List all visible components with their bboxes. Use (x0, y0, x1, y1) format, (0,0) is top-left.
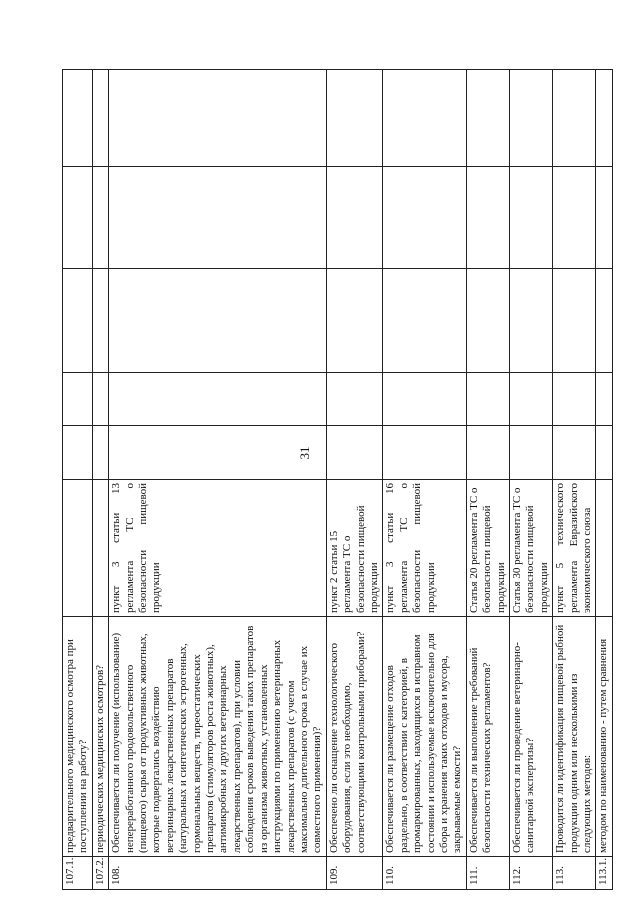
table-row (326, 70, 383, 890)
row-number: 108. (109, 857, 327, 890)
table-row (553, 70, 596, 890)
note-cell (383, 70, 466, 167)
row-number: 111. (466, 857, 509, 890)
row-number: 110. (383, 857, 466, 890)
answer-yes-cell (553, 426, 596, 480)
requirements-table (62, 69, 613, 890)
table-row (383, 70, 466, 890)
note-cell (109, 70, 327, 167)
answer-yes-cell (466, 426, 509, 480)
answer-yes-cell (63, 426, 93, 480)
question-text: периодических медицинских осмотров? (92, 617, 108, 857)
note-cell (326, 70, 383, 167)
legal-reference: пункт 3 статьи 13 регламента ТС о безопасности пищевой продукции (109, 480, 327, 617)
not-applicable-cell (383, 269, 466, 373)
comment-cell (596, 167, 612, 269)
table-row (596, 70, 612, 890)
answer-yes-cell (326, 426, 383, 480)
question-text: Обеспечивается ли получение (использование) непереработанного продовольственного (пищевого) сырья от продуктивных животных, которые подвергались воздействию ветеринарных лекарственных препаратов (натуральных и синтетических эстрогенных, гормональных веществ, тиреостатических препаратов (стимуляторов роста животных), антимикробных и других ветеринарных лекарственных препаратов), при условии соблюдения сроков выведения таких препаратов из организма животных, установленных инструкциями по применению ветеринарных лекарственных препаратов (с учетом максимально длительного срока в случае их совместного применения)? (109, 617, 327, 857)
comment-cell (63, 167, 93, 269)
legal-reference: Статья 30 регламента ТС о безопасности пищевой продукции (510, 480, 553, 617)
note-cell (63, 70, 93, 167)
row-number: 107.1. (63, 857, 93, 890)
not-applicable-cell (596, 269, 612, 373)
answer-yes-cell (596, 426, 612, 480)
answer-no-cell (109, 373, 327, 426)
note-cell (553, 70, 596, 167)
answer-no-cell (63, 373, 93, 426)
comment-cell (92, 167, 108, 269)
legal-reference (596, 480, 612, 617)
row-number: 107.2. (92, 857, 108, 890)
comment-cell (383, 167, 466, 269)
comment-cell (326, 167, 383, 269)
answer-no-cell (510, 373, 553, 426)
page-number: 31 (297, 446, 312, 460)
question-text: Обеспечено ли оснащение технологического оборудования, если это необходимо, соответствующими контрольными приборами? (326, 617, 383, 857)
requirements-table-rotated (62, 70, 610, 890)
comment-cell (109, 167, 327, 269)
row-number: 109. (326, 857, 383, 890)
legal-reference: пункт 5 технического регламента Евразийского экономического союза (553, 480, 596, 617)
not-applicable-cell (466, 269, 509, 373)
note-cell (596, 70, 612, 167)
legal-reference: пункт 3 статьи 16 регламента ТС о безопасности пищевой продукции (383, 480, 466, 617)
table-row (466, 70, 509, 890)
answer-yes-cell (510, 426, 553, 480)
legal-reference (63, 480, 93, 617)
not-applicable-cell (92, 269, 108, 373)
question-text: методом по наименованию - путем сравнения (596, 617, 612, 857)
table-row (109, 70, 327, 890)
not-applicable-cell (510, 269, 553, 373)
not-applicable-cell (109, 269, 327, 373)
answer-yes-cell (109, 426, 327, 480)
comment-cell (553, 167, 596, 269)
legal-reference: пункт 2 статьи 15 регламента ТС о безопасности пищевой продукции (326, 480, 383, 617)
comment-cell (466, 167, 509, 269)
answer-no-cell (383, 373, 466, 426)
not-applicable-cell (326, 269, 383, 373)
answer-no-cell (466, 373, 509, 426)
answer-yes-cell (92, 426, 108, 480)
not-applicable-cell (63, 269, 93, 373)
table-row (510, 70, 553, 890)
table-row (63, 70, 93, 890)
legal-reference (92, 480, 108, 617)
note-cell (466, 70, 509, 167)
not-applicable-cell (553, 269, 596, 373)
table-row (92, 70, 108, 890)
answer-no-cell (326, 373, 383, 426)
row-number: 113. (553, 857, 596, 890)
comment-cell (510, 167, 553, 269)
question-text: предварительного медицинского осмотра при поступлении на работу? (63, 617, 93, 857)
legal-reference: Статья 20 регламента ТС о безопасности пищевой продукции (466, 480, 509, 617)
answer-no-cell (92, 373, 108, 426)
answer-yes-cell (383, 426, 466, 480)
note-cell (510, 70, 553, 167)
question-text: Обеспечивается ли выполнение требований безопасности технических регламентов? (466, 617, 509, 857)
note-cell (92, 70, 108, 167)
answer-no-cell (553, 373, 596, 426)
question-text: Проводится ли идентификация пищевой рыбной продукции одним или несколькими из следующих методов: (553, 617, 596, 857)
question-text: Обеспечивается ли размещение отходов раздельно, в соответствии с категорией, в промаркированных, находящихся в исправном состоянии и используемые исключительно для сбора и хранения таких отходов и мусора, закрываемые емкости? (383, 617, 466, 857)
row-number: 113.1. (596, 857, 612, 890)
answer-no-cell (596, 373, 612, 426)
row-number: 112. (510, 857, 553, 890)
question-text: Обеспечивается ли проведение ветеринарно-санитарной экспертизы? (510, 617, 553, 857)
